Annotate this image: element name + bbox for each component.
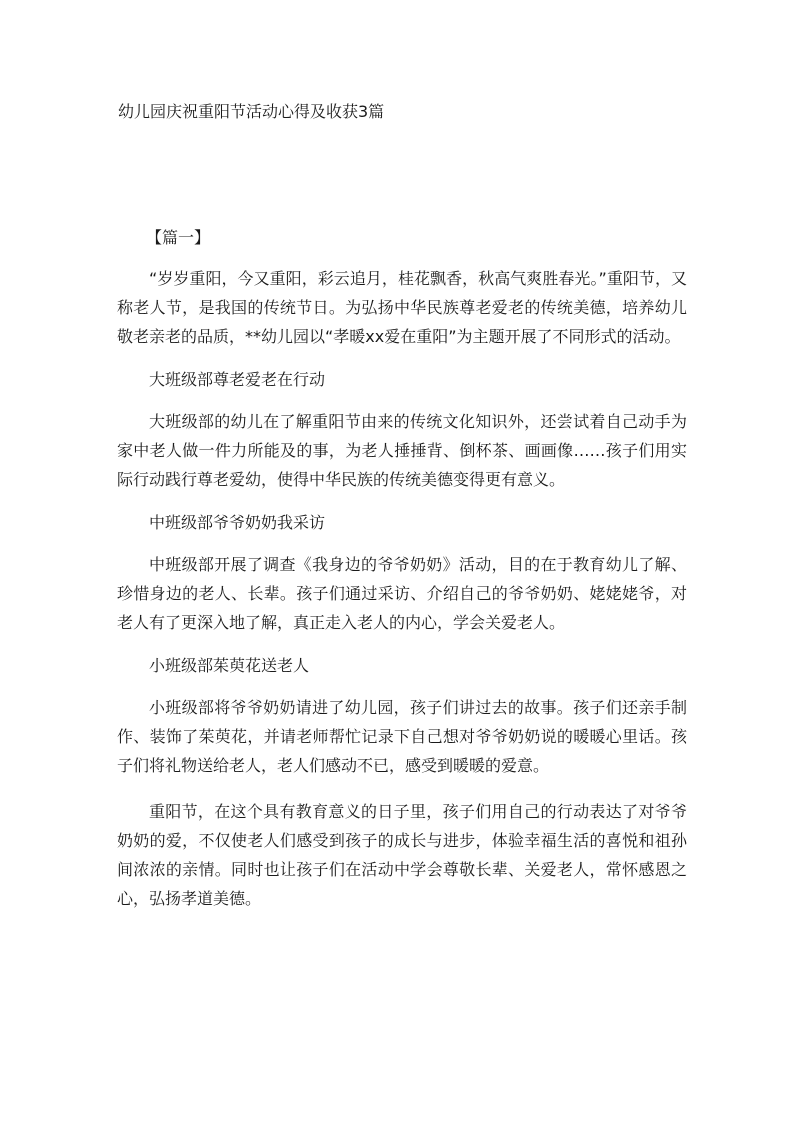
subheading-middle-class: 中班级部爷爷奶奶我采访 xyxy=(149,513,326,532)
subheading-big-class: 大班级部尊老爱老在行动 xyxy=(149,370,326,389)
big-class-paragraph: 大班级部的幼儿在了解重阳节由来的传统文化知识外，还尝试着自己动手为家中老人做一件力所能及的事，为老人捶捶背、倒杯茶、画画像……孩子们用实际行动践行尊老爱幼，使得中华民族的传统美德变得更有意义。 xyxy=(117,412,687,489)
small-class-paragraph: 小班级部将爷爷奶奶请进了幼儿园，孩子们讲过去的故事。孩子们还亲手制作、装饰了茱萸花，并请老师帮忙记录下自己想对爷爷奶奶说的暖暖心里话。孩子们将礼物送给老人，老人们感动不已，感受到暖暖的爱意。 xyxy=(117,698,687,775)
intro-paragraph: “岁岁重阳，今又重阳，彩云追月，桂花飘香，秋高气爽胜春光。”重阳节，又称老人节，是我国的传统节日。为弘扬中华民族尊老爱老的传统美德，培养幼儿敬老亲老的品质，**幼儿园以“孝暖xx爱在重阳”为主题开展了不同形式的活动。 xyxy=(117,269,687,346)
conclusion-paragraph: 重阳节，在这个具有教育意义的日子里，孩子们用自己的行动表达了对爷爷奶奶的爱，不仅使老人们感受到孩子的成长与进步，体验幸福生活的喜悦和祖孙间浓浓的亲情。同时也让孩子们在活动中学会尊敬长辈、关爱老人，常怀感恩之心，弘扬孝道美德。 xyxy=(117,802,687,908)
middle-class-paragraph: 中班级部开展了调查《我身边的爷爷奶奶》活动，目的在于教育幼儿了解、珍惜身边的老人、长辈。孩子们通过采访、介绍自己的爷爷奶奶、姥姥姥爷，对老人有了更深入地了解，真正走入老人的内心，学会关爱老人。 xyxy=(117,555,687,632)
section-label: 【篇一】 xyxy=(146,228,211,247)
subheading-small-class: 小班级部茱萸花送老人 xyxy=(149,656,310,675)
document-body xyxy=(117,226,687,930)
document-title: 幼儿园庆祝重阳节活动心得及收获3篇 xyxy=(118,102,385,121)
